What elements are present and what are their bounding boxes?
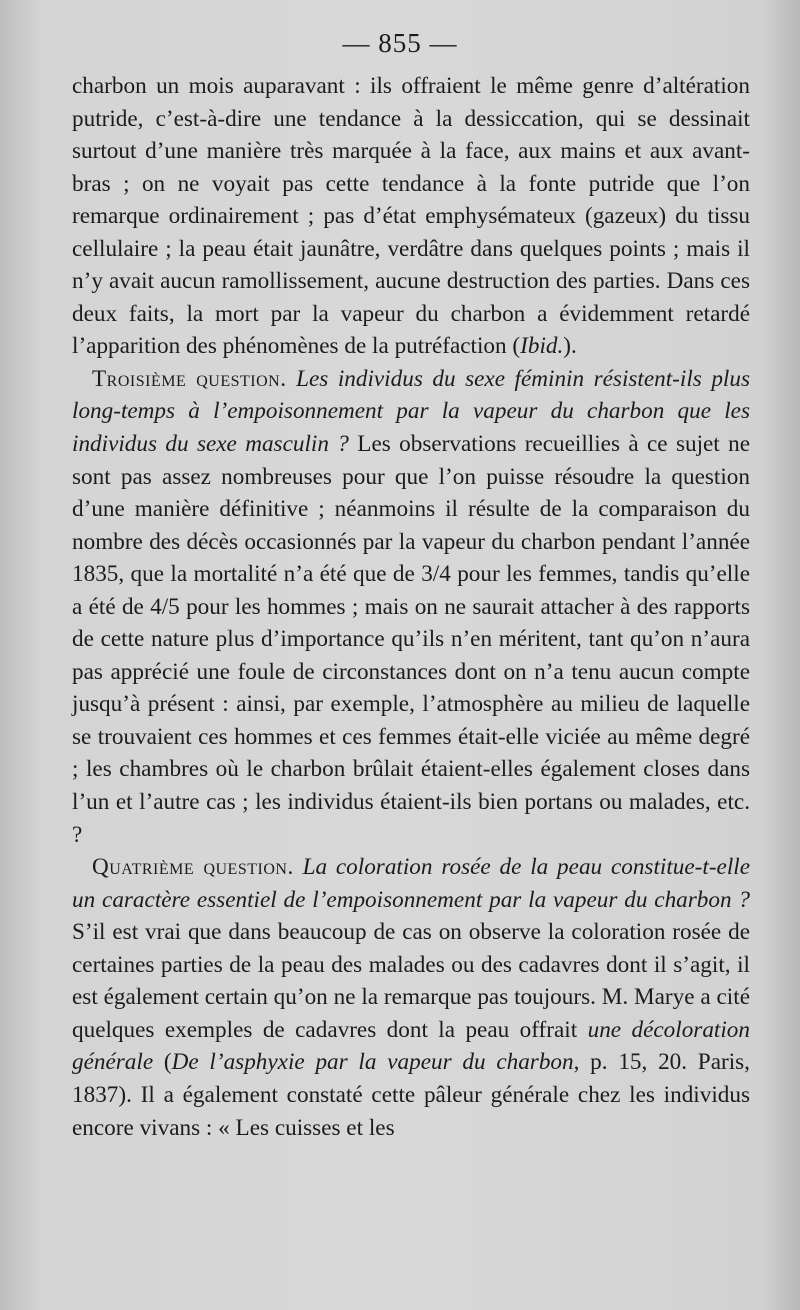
section-heading-third-question: Troisième question. xyxy=(92,365,287,392)
citation-title: De l’asphyxie par la vapeur du charbon xyxy=(171,1049,574,1076)
body-text xyxy=(72,70,750,1144)
page-number: — 855 — xyxy=(342,28,458,58)
section-heading-fourth-question: Quatrième question. xyxy=(92,854,294,881)
paragraph-text: charbon un mois auparavant : ils offraient le même genre d’altération putride, c’est-à-dire une tendance à la dessiccation, qui se dessinait surtout d’une manière très marquée à la face, aux mains et aux avant-bras ; on ne voyait pas cette tendance à la fonte putride que l’on remarque ordinairement ; pas d’état emphysémateux (gazeux) du tissu cellulaire ; la peau était jaunâtre, verdâtre dans quelques points ; mais il n’y avait aucun ramollissement, aucune destruction des parties. Dans ces deux faits, la mort par la vapeur du charbon a évidemment retardé l’apparition des phénomènes de la putréfaction ( xyxy=(72,73,750,360)
reference-ibid: Ibid. xyxy=(520,333,564,360)
paragraph-text: ( xyxy=(153,1049,172,1076)
paragraph-continuation xyxy=(72,70,750,363)
paragraph-text-end: ). xyxy=(563,333,577,360)
paragraph-fourth-question xyxy=(72,851,750,1144)
paragraph-text: S’il est vrai que dans beaucoup de cas on observe la coloration rosée de certaines parties de la peau des malades ou des cadavres dont il s’agit, il est également certain qu’on ne la remarque pas toujours. M. Marye a cité quelques exemples de cadavres dont la peau offrait xyxy=(72,919,750,1043)
emphasis-text: une décoloration générale xyxy=(72,1016,750,1076)
paragraph-third-question xyxy=(72,363,750,851)
paragraph-text: , p. 15, 20. Paris, 1837). Il a également constaté cette pâleur générale chez les individus encore vivans : « Les cuisses et les xyxy=(72,1049,750,1141)
question-text: Les individus du sexe féminin résistent-ils plus long-temps à l’empoisonnement par la vapeur du charbon que les individus du sexe masculin ? xyxy=(72,365,750,458)
question-text: La coloration rosée de la peau constitue-t-elle un caractère essentiel de l’empoisonnement par la vapeur du charbon ? xyxy=(72,854,751,913)
paragraph-text: Les observations recueillies à ce sujet ne sont pas assez nombreuses pour que l’on puisse résoudre la question d’une manière définitive ; néanmoins il résulte de la comparaison du nombre des décès occasionnés par la vapeur du charbon pendant l’année 1835, que la mortalité n’a été que de 3/4 pour les femmes, tandis qu’elle a été de 4/5 pour les hommes ; mais on ne saurait attacher à des rapports de cette nature plus d’importance qu’ils n’en méritent, tant qu’on n’aura pas apprécié une foule de circonstances dont on n’a tenu aucun compte jusqu’à présent : ainsi, par exemple, l’atmosphère au milieu de laquelle se trouvaient ces hommes et ces femmes était-elle viciée au même degré ; les chambres où le charbon brûlait étaient-elles également closes dans l’un et l’autre cas ; les individus étaient-ils bien portans ou malades, etc. ? xyxy=(72,431,751,848)
